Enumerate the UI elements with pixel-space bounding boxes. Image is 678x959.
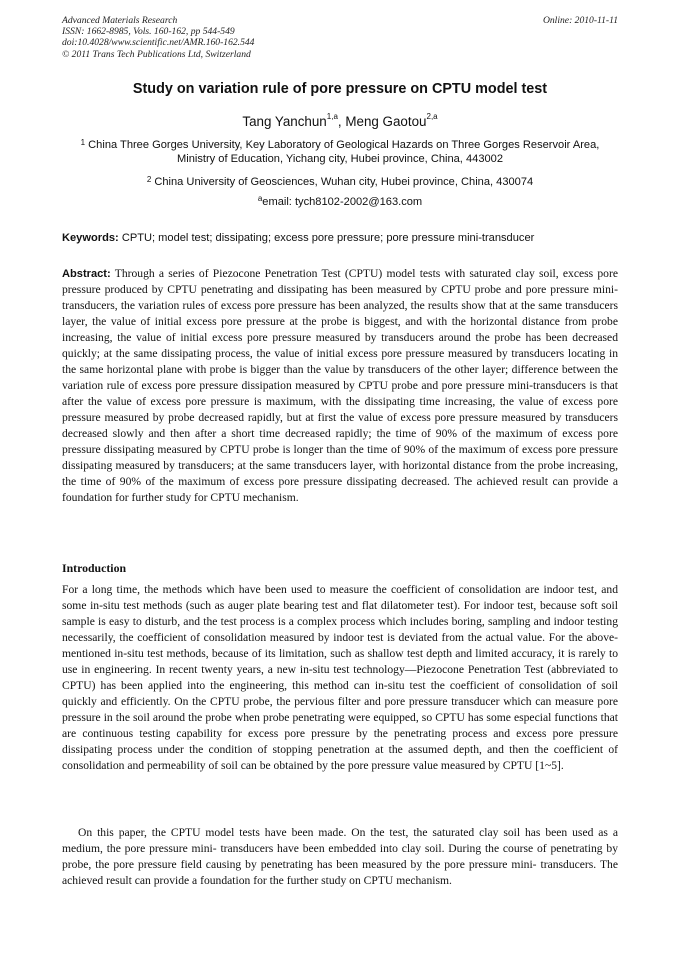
journal-header — [62, 15, 618, 60]
keywords-text: CPTU; model test; dissipating; excess pore pressure; pore pressure mini-transducer — [121, 232, 535, 244]
author-1-name: Tang Yanchun — [242, 114, 327, 129]
issn-line: ISSN: 1662-8985, Vols. 160-162, pp 544-549 — [62, 26, 235, 38]
introduction-paragraph-2: On this paper, the CPTU model tests have been made. On the test, the saturated clay soil has been used as a medium, the pore pressure mini- transducers have been embedded into clay soil. During the course of penetrating by probe, the pore pressure field causing by penetrating has been measured by the pore pressure mini- transducers. The achieved result can provide a foundation for the further study on CPTU mechanism. — [62, 826, 618, 887]
abstract-text: Through a series of Piezocone Penetration Test (CPTU) model tests with saturated clay soil, excess pore pressure produced by CPTU penetrating and dissipating has been measured by CPTU probe and pore pressure mini-transducers, the variation rules of excess pore pressure has been analyzed, the results show that at the same transducers layer, the value of initial excess pore pressure at the probe is biggest, and with the horizontal distance from probe increasing, the value of initial excess pore pressure measured by transducers around the probe has been decreased quickly; at the same dissipating process, the value of initial excess pore pressure measured by transducers locating in the same horizontal plane with probe is bigger than the value by transducers of the other layer; difference between the variation rule of excess pore pressure dissipation measured by CPTU probe and pore pressure mini-transducers is that after the value of excess pore pressure is maximum, with the dissipating time increasing, the value of excess pore pressure measured by probe decreased rapidly, but at first the value of excess pore pressure measured by transducers decreased slowly and then after a short time decreased rapidly; the time of 90% of the maximum of excess pore pressure dissipating measured by CPTU probe is longer than the time of 90% of the maximum of excess pore pressure dissipating measured by transducers; at the same transducers layer, with horizontal distance from the probe increasing, the time of 90% of the maximum of excess pore pressure dissipating decreased. The achieved result can provide a foundation for further study for CPTU mechanism. — [62, 267, 618, 504]
email-sup: a — [257, 194, 263, 203]
email-line — [62, 196, 618, 208]
journal-name: Advanced Materials Research — [62, 15, 178, 26]
section-heading-introduction: Introduction — [62, 561, 127, 575]
author-2-name: Meng Gaotou — [345, 114, 427, 129]
paper-title: Study on variation rule of pore pressure on CPTU model test — [132, 81, 548, 97]
introduction-paragraph-1: For a long time, the methods which have been used to measure the coefficient of consolidation are indoor test, and some in-situ test methods (such as auger plate bearing test and flat dilatometer test). For indoor test, because soft soil sample is easy to disturb, and the test process is a complex process which includes boring, sampling and indoor testing necessarily, the coefficient of consolidation measured by indoor test is deviated from the actual value. For the above-mentioned in-situ test methods, because of its limitation, such as shallow test depth and limited accuracy, it is rarely to use in engineering. In recent twenty years, a new in-situ test technology—Piezocone Penetration Test (abbreviated to CPTU) has been applied into the engineering, this method can in-situ test the coefficient of consolidation of soil quickly and efficiently. On the CPTU probe, the pervious filter and pore pressure transducer which can measure pore pressure in the soil around the probe when probe penetrating were equipped, so CPTU has some especial functions that are continuous testing capability for excess pore pressure by the penetrating process and excess pore pressure dissipating process under the condition of stopping penetration at the assumed depth, and then the coefficient of consolidation and permeability of soil can be obtained by the pore pressure value measured by CPTU [1~5]. — [62, 583, 618, 772]
affiliation-2 — [62, 175, 618, 189]
affiliation-2-number: 2 — [146, 175, 152, 184]
affiliation-2-text: China University of Geosciences, Wuhan city, Hubei province, China, 430074 — [154, 176, 534, 188]
online-date: Online: 2010-11-11 — [542, 15, 618, 26]
copyright-line: © 2011 Trans Tech Publications Ltd, Switzerland — [62, 48, 251, 60]
affiliation-1 — [62, 138, 618, 166]
abstract-label: Abstract: — [62, 268, 111, 280]
affiliation-1-number: 1 — [80, 138, 86, 147]
author-separator: , — [337, 114, 346, 129]
doi-line: doi:10.4028/www.scientific.net/AMR.160-162.544 — [62, 37, 255, 49]
email-text: email: tych8102-2002@163.com — [262, 196, 423, 208]
author-1-sup: 1,a — [326, 112, 338, 121]
abstract — [62, 266, 618, 506]
author-line — [62, 114, 618, 129]
affiliation-1-text: China Three Gorges University, Key Laboratory of Geological Hazards on Three Gorges Reservoir Area, Ministry of Education, Yichang city, Hubei province, China, 443002 — [88, 139, 600, 165]
keywords-label: Keywords: — [62, 232, 119, 244]
keywords — [62, 232, 618, 244]
author-2-sup: 2,a — [426, 112, 438, 121]
